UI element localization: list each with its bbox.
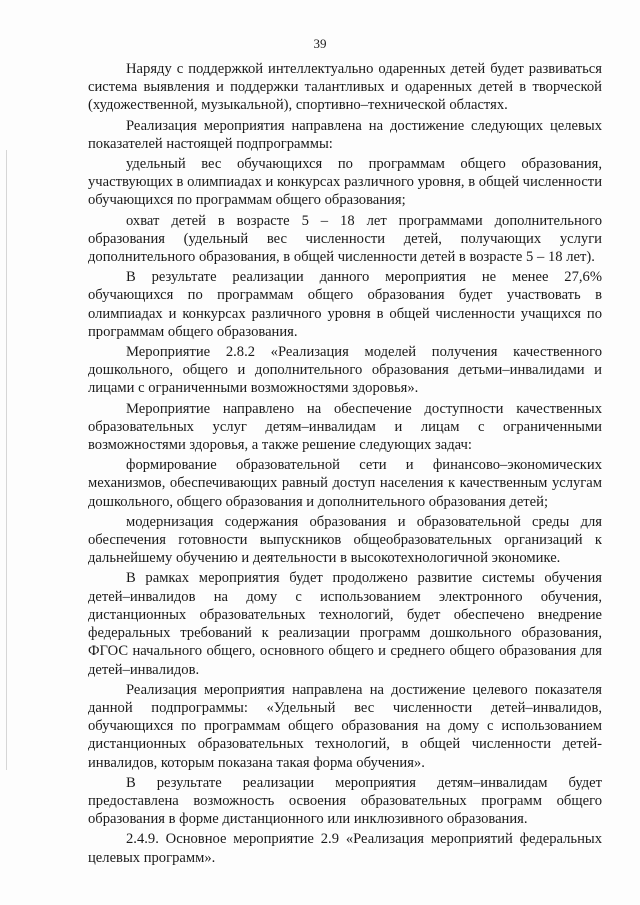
paragraph: модернизация содержания образования и образовательной среды для обеспечения готовности выпускников общеобразовательных организаций к дальнейшему обучению и деятельности в высокотехнологичной экономике.	[88, 513, 602, 567]
paragraph: 2.4.9. Основное мероприятие 2.9 «Реализация мероприятий федеральных целевых программ».	[88, 831, 602, 866]
paragraph: В результате реализации мероприятия детям–инвалидам будет предоставлена возможность освоения образовательных программ общего образования в форме дистанционного или инклюзивного образования.	[88, 774, 602, 828]
paragraph: Наряду с поддержкой интеллектуально одаренных детей будет развиваться система выявления и поддержки талантливых и одаренных детей в творческой (художественной, музыкальной), спортивно–технической областях.	[88, 61, 602, 114]
page-body	[88, 60, 602, 867]
paragraph: Мероприятие 2.8.2 «Реализация моделей получения качественного дошкольного, общего и дополнительного образования детьми–инвалидами и лицами с ограниченными возможностями здоровья».	[88, 344, 602, 397]
paragraph: Реализация мероприятия направлена на достижение следующих целевых показателей настоящей подпрограммы:	[88, 117, 602, 152]
scan-edge-line	[6, 150, 7, 770]
paragraph: Реализация мероприятия направлена на достижение целевого показателя данной подпрограммы: «Удельный вес численности детей–инвалидов, обучающихся по программам общего образования на дому с использованием дистанционных образовательных технологий, в общей численности детей-инвалидов, которым показана такая форма обучения».	[88, 681, 602, 771]
paragraph: В рамках мероприятия будет продолжено развитие системы обучения детей–инвалидов на дому с использованием электронного обучения, дистанционных образовательных технологий, будет обеспечено внедрение федеральных требований к реализации программ дошкольного образования, ФГОС начального общего, основного общего и среднего общего образования для детей–инвалидов.	[88, 570, 602, 678]
paragraph: формирование образовательной сети и финансово–экономических механизмов, обеспечивающих равный доступ населения к качественным услугам дошкольного, общего образования и дополнительного образования детей;	[88, 457, 602, 510]
page-number: 39	[313, 36, 327, 51]
paragraph: удельный вес обучающихся по программам общего образования, участвующих в олимпиадах и конкурсах различного уровня, в общей численности обучающихся по программам общего образования;	[88, 156, 602, 209]
paragraph: Мероприятие направлено на обеспечение доступности качественных образовательных услуг детям–инвалидам и лицам с ограниченными возможностями здоровья, а также решение следующих задач:	[88, 400, 602, 454]
paragraph: В результате реализации данного мероприятия не менее 27,6% обучающихся по программам общего образования будет участвовать в олимпиадах и конкурсах различного уровня в общей численности учащихся по программам общего образования.	[88, 269, 602, 340]
paragraph: охват детей в возрасте 5 – 18 лет программами дополнительного образования (удельный вес численности детей, получающих услуги дополнительного образования, в общей численности детей в возрасте 5 – 18 лет).	[88, 212, 602, 266]
